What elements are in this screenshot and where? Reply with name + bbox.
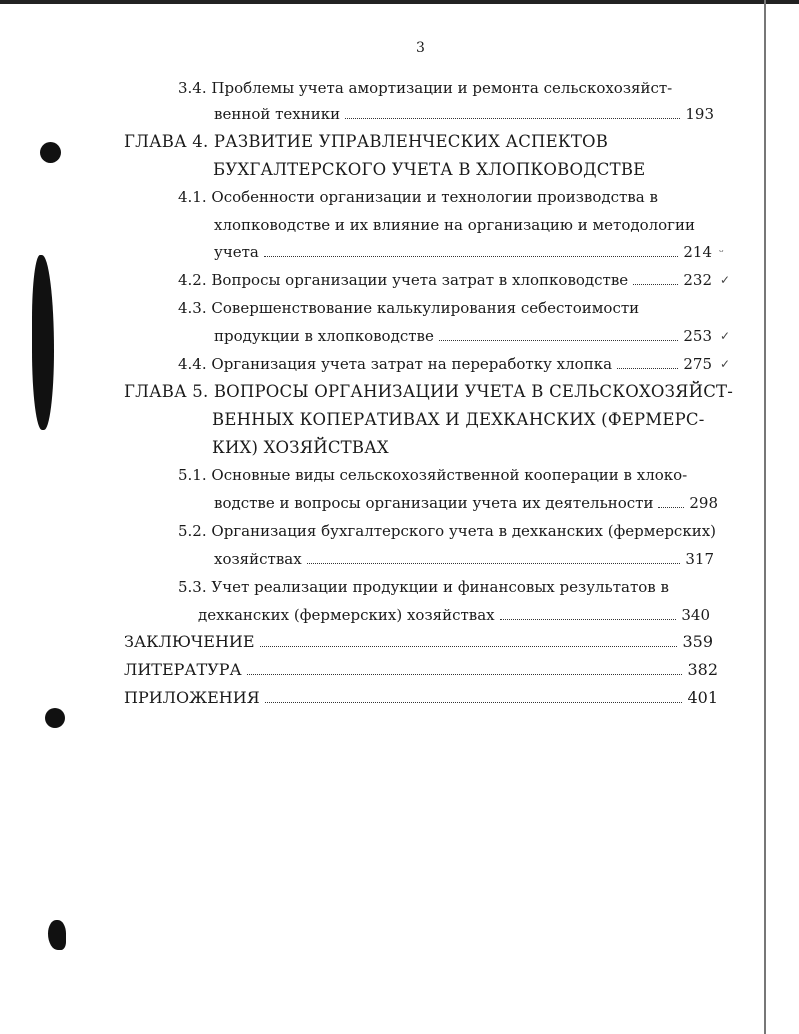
toc-4-3-leader [439, 340, 679, 341]
toc-5-2-entry [214, 549, 714, 569]
toc-4-4-entry [178, 354, 712, 374]
toc-5-3-entry [198, 605, 710, 625]
toc-4-4-page: 275 [683, 355, 712, 373]
toc-chapter-5-line2: ВЕННЫХ КОПЕРАТИВАХ И ДЕХКАНСКИХ (ФЕРМЕРС- [212, 410, 705, 429]
toc-4-1-entry [214, 242, 712, 262]
toc-3-4-page: 193 [685, 105, 714, 123]
toc-5-2-page: 317 [685, 550, 714, 568]
toc-appendices-text: ПРИЛОЖЕНИЯ [124, 688, 260, 707]
toc-4-2-leader [633, 284, 678, 285]
toc-4-1-page: 214 [683, 243, 712, 261]
toc-3-4-entry [214, 104, 714, 124]
toc-5-3-page: 340 [681, 606, 710, 624]
toc-3-4-line2: венной техники [214, 105, 341, 123]
toc-4-3-page: 253 [683, 327, 712, 345]
toc-5-2-line1: 5.2. Организация бухгалтерского учета в дехканских (фермерских) [178, 522, 717, 540]
toc-4-1-leader [264, 256, 678, 257]
toc-4-1-line2: хлопководстве и их влияние на организацию и методологии [214, 216, 696, 234]
tick-mark-4-1: ᵕ [719, 245, 724, 259]
scan-smudge-lower [48, 920, 66, 950]
toc-chapter-4-line2: БУХГАЛТЕРСКОГО УЧЕТА В ХЛОПКОВОДСТВЕ [213, 160, 646, 179]
toc-4-3-line2: продукции в хлопководстве [214, 327, 434, 345]
toc-literature-page: 382 [687, 660, 718, 679]
toc-chapter-5-line1: ГЛАВА 5. ВОПРОСЫ ОРГАНИЗАЦИИ УЧЕТА В СЕЛЬСКОХОЗЯЙСТ- [124, 382, 734, 401]
toc-5-1-page: 298 [689, 494, 718, 512]
toc-literature-text: ЛИТЕРАТУРА [124, 660, 242, 679]
toc-4-2-text: 4.2. Вопросы организации учета затрат в хлопководстве [178, 271, 629, 289]
check-mark-4-4: ✓ [720, 357, 731, 371]
toc-4-4-text: 4.4. Организация учета затрат на переработку хлопка [178, 355, 613, 373]
toc-5-3-line1: 5.3. Учет реализации продукции и финансовых результатов в [178, 578, 669, 596]
toc-literature-entry [124, 660, 718, 680]
toc-4-4-leader [617, 368, 678, 369]
toc-5-1-entry [214, 493, 718, 513]
toc-4-1-line1: 4.1. Особенности организации и технологии производства в [178, 188, 658, 206]
toc-conclusion-entry [124, 632, 713, 652]
scan-edge-right [764, 0, 766, 1034]
toc-5-1-leader [658, 507, 684, 508]
toc-5-1-line1: 5.1. Основные виды сельскохозяйственной кооперации в хлоко- [178, 466, 688, 484]
toc-4-3-line1: 4.3. Совершенствование калькулирования себестоимости [178, 299, 640, 317]
toc-appendices-entry [124, 688, 718, 708]
toc-4-1-line3: учета [214, 243, 259, 261]
toc-appendices-leader [265, 702, 683, 703]
punch-hole-top [40, 142, 61, 163]
check-mark-4-3: ✓ [720, 329, 731, 343]
toc-5-2-line2: хозяйствах [214, 550, 302, 568]
toc-chapter-5-line3: КИХ) ХОЗЯЙСТВАХ [212, 438, 389, 457]
toc-literature-leader [247, 674, 683, 675]
toc-chapter-4-line1: ГЛАВА 4. РАЗВИТИЕ УПРАВЛЕНЧЕСКИХ АСПЕКТОВ [124, 132, 609, 151]
toc-5-3-line2: дехканских (фермерских) хозяйствах [198, 606, 495, 624]
check-mark-4-2: ✓ [720, 273, 731, 287]
toc-conclusion-page: 359 [682, 632, 713, 651]
toc-conclusion-leader [260, 646, 678, 647]
page-number: 3 [416, 40, 425, 56]
punch-hole-middle [45, 708, 65, 728]
toc-5-1-line2: водстве и вопросы организации учета их деятельности [214, 494, 654, 512]
toc-appendices-page: 401 [687, 688, 718, 707]
toc-3-4-line1: 3.4. Проблемы учета амортизации и ремонта сельскохозяйст- [178, 79, 673, 97]
toc-4-2-page: 232 [683, 271, 712, 289]
toc-3-4-leader [345, 118, 680, 119]
toc-5-2-leader [307, 563, 681, 564]
toc-5-3-leader [500, 619, 677, 620]
scan-edge-top [0, 0, 799, 4]
toc-4-2-entry [178, 270, 712, 290]
scan-smudge [32, 255, 54, 430]
toc-conclusion-text: ЗАКЛЮЧЕНИЕ [124, 632, 255, 651]
toc-4-3-entry [214, 326, 712, 346]
